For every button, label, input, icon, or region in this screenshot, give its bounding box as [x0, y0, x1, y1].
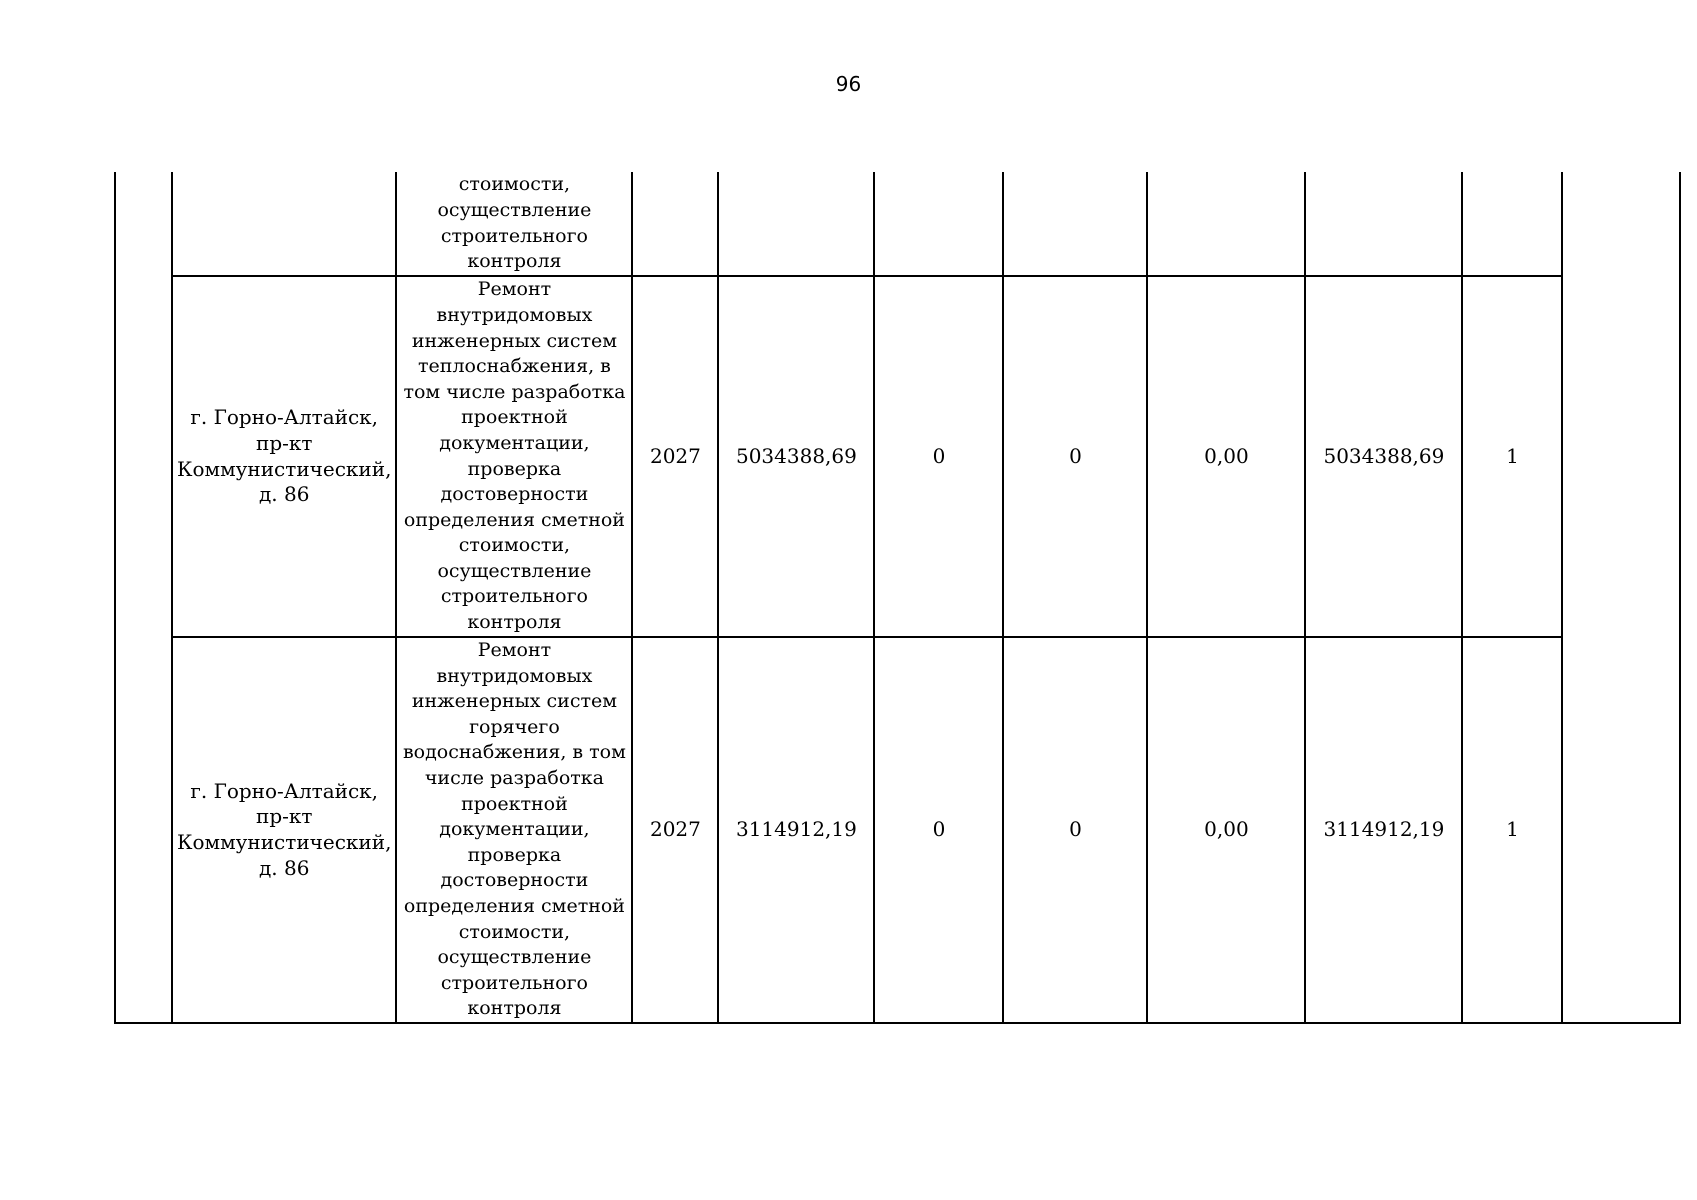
total-cost-cell: 3114912,19 — [718, 637, 874, 1023]
table-row — [115, 172, 1680, 276]
value-cell-c: 0,00 — [1147, 276, 1305, 637]
value-cell-c — [1147, 172, 1305, 276]
value-cell-d: 5034388,69 — [1305, 276, 1462, 637]
value-cell-a: 0 — [874, 637, 1003, 1023]
address-cell: г. Горно-Алтайск, пр-кт Коммунистический, д. 86 — [172, 637, 396, 1023]
table-row — [115, 276, 1680, 637]
trailing-cell — [1562, 172, 1680, 1023]
table-row — [115, 637, 1680, 1023]
value-cell-b: 0 — [1003, 637, 1147, 1023]
value-cell-b — [1003, 172, 1147, 276]
work-type-cell: стоимости, осуществление строительного контроля — [396, 172, 632, 276]
value-cell-a: 0 — [874, 276, 1003, 637]
value-cell-e: 1 — [1462, 637, 1562, 1023]
work-type-cell: Ремонт внутридомовых инженерных систем горячего водоснабжения, в том числе разработка проектной документации, проверка достоверности определения сметной стоимости, осуществление строительного контроля — [396, 637, 632, 1023]
total-cost-cell: 5034388,69 — [718, 276, 874, 637]
value-cell-b: 0 — [1003, 276, 1147, 637]
page-number: 96 — [835, 72, 862, 96]
repair-program-table — [114, 172, 1681, 1024]
value-cell-e — [1462, 172, 1562, 276]
row-number-cell — [115, 172, 172, 1023]
value-cell-a — [874, 172, 1003, 276]
value-cell-c: 0,00 — [1147, 637, 1305, 1023]
value-cell-d — [1305, 172, 1462, 276]
value-cell-e: 1 — [1462, 276, 1562, 637]
year-cell — [632, 172, 718, 276]
address-cell: г. Горно-Алтайск, пр-кт Коммунистический, д. 86 — [172, 276, 396, 637]
work-type-cell: Ремонт внутридомовых инженерных систем теплоснабжения, в том числе разработка проектной документации, проверка достоверности определения сметной стоимости, осуществление строительного контроля — [396, 276, 632, 637]
year-cell: 2027 — [632, 276, 718, 637]
address-cell — [172, 172, 396, 276]
total-cost-cell — [718, 172, 874, 276]
value-cell-d: 3114912,19 — [1305, 637, 1462, 1023]
year-cell: 2027 — [632, 637, 718, 1023]
